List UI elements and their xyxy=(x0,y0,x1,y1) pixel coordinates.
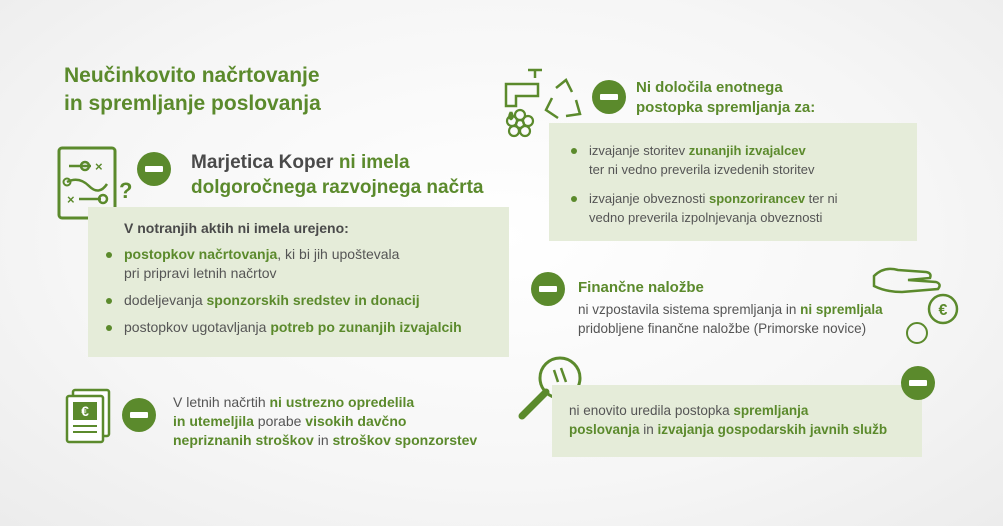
box-heading: V notranjih aktih ni imela urejeno: xyxy=(124,220,349,236)
page-title xyxy=(64,62,321,118)
minus-icon xyxy=(592,80,626,114)
block1-statement: Marjetica Koper ni imela dolgoročnega razvojnega načrta xyxy=(191,152,484,198)
list-item: izvajanje storitev zunanjih izvajalcev ter ni vedno preverila izvedenih storitev xyxy=(567,141,907,179)
block5-text: ni enovito uredila postopka spremljanja poslovanja in izvajanja gospodarskih javnih služb xyxy=(569,403,888,437)
euro-coin-icon xyxy=(926,292,960,331)
recycle-icon xyxy=(546,80,580,118)
minus-icon xyxy=(901,366,935,400)
title-line-2: in spremljanje poslovanja xyxy=(64,92,321,115)
list-item: postopkov načrtovanja, ki bi jih upoštevala pri pripravi letnih načrtov xyxy=(102,245,502,283)
subject: Marjetica Koper xyxy=(191,152,334,173)
block4-heading: Finančne naložbe xyxy=(578,279,704,296)
block3-heading: Ni določila enotnega postopka spremljanja za: xyxy=(636,79,816,116)
minus-icon xyxy=(137,152,171,186)
list-item: postopkov ugotavljanja potreb po zunanjih izvajalcih xyxy=(102,318,502,337)
monitoring-list xyxy=(567,141,907,235)
list-item: izvajanje obveznosti sponzorirancev ter ni vedno preverila izpolnjevanja obveznosti xyxy=(567,189,907,227)
minus-icon xyxy=(122,398,156,432)
small-coin-icon xyxy=(906,322,928,344)
block2-text: V letnih načrtih ni ustrezno opredelila in utemeljila porabe visokih davčno nepriznanih stroškov in stroškov sponzorstev xyxy=(173,394,478,448)
euro-document-icon xyxy=(64,388,114,451)
block4-text: ni vzpostavila sistema spremljanja in ni spremljala pridobljene finančne naložbe (Primorske novice) xyxy=(578,302,883,336)
internal-acts-list xyxy=(102,245,502,345)
svg-text:×: × xyxy=(67,192,75,207)
svg-text:×: × xyxy=(95,159,103,174)
minus-icon xyxy=(531,272,565,306)
uniform-monitoring-box xyxy=(552,385,922,457)
list-item: dodeljevanja sponzorskih sredstev in donacij xyxy=(102,291,502,310)
question-icon: ? xyxy=(119,178,133,203)
title-line-1: Neučinkovito načrtovanje xyxy=(64,64,320,87)
monitoring-box xyxy=(549,123,917,241)
internal-acts-box xyxy=(88,207,509,357)
svg-text:€: € xyxy=(81,403,89,419)
svg-text:€: € xyxy=(938,302,948,319)
